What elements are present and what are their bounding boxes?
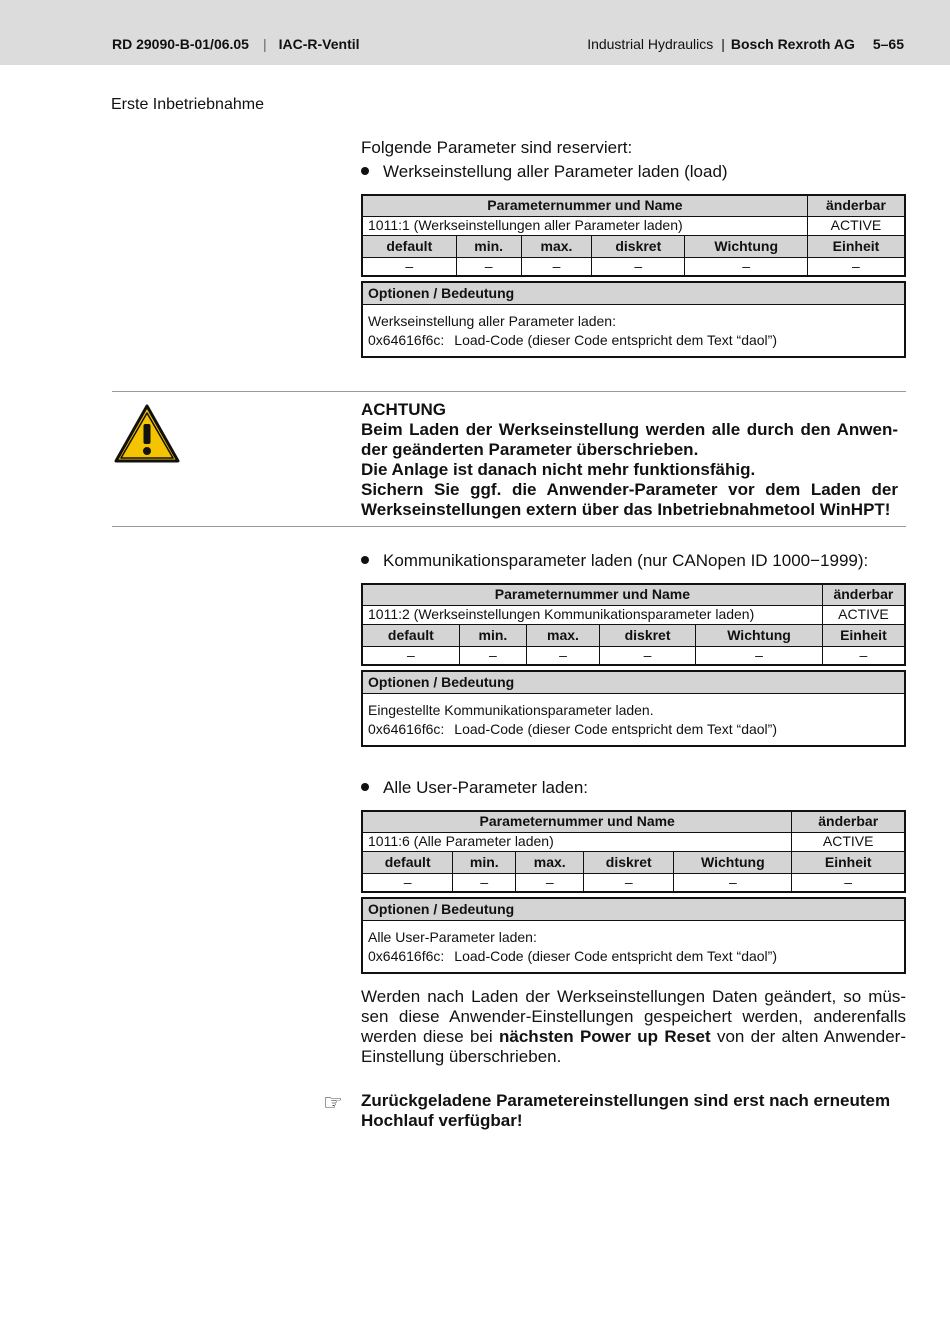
warning-title: ACHTUNG	[361, 400, 446, 419]
load-code-text: Load-Code (dieser Code entspricht dem Text “daol”)	[454, 332, 777, 348]
options-header: Optionen / Bedeutung	[363, 899, 904, 921]
bullet-item	[361, 551, 868, 571]
name-header: Parameternummer und Name	[362, 195, 807, 216]
options-box	[361, 670, 906, 747]
col-header-min: min.	[459, 624, 526, 646]
options-code-line	[368, 720, 899, 739]
bullet-text: Werkseinstellung aller Parameter laden (load)	[383, 162, 728, 181]
options-body	[363, 694, 904, 745]
warning-line: Werkseinstellungen extern über das Inbetriebnahmetool WinHPT!	[361, 500, 891, 519]
changeable-header: änderbar	[807, 195, 905, 216]
col-header-default: default	[362, 624, 459, 646]
col-header-discrete: diskret	[592, 235, 685, 257]
options-box	[361, 281, 906, 358]
value-unit: –	[792, 873, 905, 892]
col-header-max: max.	[527, 624, 600, 646]
intro-text: Folgende Parameter sind reserviert:	[361, 138, 633, 157]
bullet-dot	[361, 167, 369, 175]
options-header: Optionen / Bedeutung	[363, 672, 904, 694]
section-title: Erste Inbetriebnahme	[111, 96, 264, 113]
value-weighting: –	[685, 257, 807, 276]
paragraph-text: von der alten Anwender-Einstellung überschrieben.	[361, 1027, 906, 1066]
value-default: –	[362, 873, 453, 892]
col-header-unit: Einheit	[792, 851, 905, 873]
parameter-table	[361, 583, 906, 666]
divider	[112, 391, 906, 392]
warning-triangle-icon	[113, 403, 181, 465]
warning-line: der geänderten Parameter überschrieben.	[361, 440, 699, 459]
value-discrete: –	[599, 646, 695, 665]
options-code-line	[368, 331, 899, 350]
load-code: 0x64616f6c:	[368, 948, 445, 964]
col-header-unit: Einheit	[822, 624, 905, 646]
body-paragraph	[361, 987, 906, 1067]
changeable-value: ACTIVE	[822, 605, 905, 624]
options-description: Alle User-Parameter laden:	[368, 929, 537, 945]
load-code-text: Load-Code (dieser Code entspricht dem Text “daol”)	[454, 948, 777, 964]
value-weighting: –	[674, 873, 792, 892]
value-min: –	[459, 646, 526, 665]
value-discrete: –	[592, 257, 685, 276]
page-header	[0, 0, 950, 65]
header-separator: |	[721, 36, 725, 52]
options-description: Werkseinstellung aller Parameter laden:	[368, 313, 616, 329]
changeable-value: ACTIVE	[807, 216, 905, 235]
warning-line: Sichern Sie ggf. die Anwender-Parameter vor dem Laden der	[361, 480, 898, 499]
options-body	[363, 305, 904, 356]
note-text: Zurückgeladene Parametereinstellungen sind erst nach erneutem Hochlauf verfügbar!	[361, 1091, 891, 1130]
parameter-table-1	[361, 194, 906, 358]
parameter-table	[361, 810, 906, 893]
parameter-table-2	[361, 583, 906, 747]
value-min: –	[456, 257, 521, 276]
options-description: Eingestellte Kommunikationsparameter laden.	[368, 702, 654, 718]
load-code-text: Load-Code (dieser Code entspricht dem Text “daol”)	[454, 721, 777, 737]
load-code: 0x64616f6c:	[368, 332, 445, 348]
value-default: –	[362, 257, 456, 276]
value-weighting: –	[696, 646, 823, 665]
col-header-weighting: Wichtung	[685, 235, 807, 257]
value-unit: –	[807, 257, 905, 276]
pointing-hand-icon: ☞	[323, 1090, 343, 1115]
value-discrete: –	[584, 873, 674, 892]
options-box	[361, 897, 906, 974]
bullet-text: Kommunikationsparameter laden (nur CANopen ID 1000−1999):	[383, 551, 869, 570]
value-default: –	[362, 646, 459, 665]
changeable-header: änderbar	[792, 811, 905, 832]
value-max: –	[527, 646, 600, 665]
name-header: Parameternummer und Name	[362, 811, 792, 832]
division-name: Industrial Hydraulics	[587, 36, 714, 52]
col-header-discrete: diskret	[584, 851, 674, 873]
bullet-dot	[361, 556, 369, 564]
col-header-discrete: diskret	[599, 624, 695, 646]
col-header-min: min.	[456, 235, 521, 257]
header-separator: |	[262, 36, 267, 52]
parameter-name: 1011:2 (Werkseinstellungen Kommunikationsparameter laden)	[362, 605, 822, 624]
bullet-item	[361, 162, 728, 182]
paragraph-text: Werden nach Laden der Werkseinstellungen Daten geändert, so müs-sen diese Anwender-Einstellungen gespeichert werden, anderenfalls werden diese bei	[361, 987, 906, 1046]
col-header-weighting: Wichtung	[674, 851, 792, 873]
bullet-text: Alle User-Parameter laden:	[383, 778, 589, 797]
header-right	[587, 36, 904, 52]
col-header-unit: Einheit	[807, 235, 905, 257]
product-name: IAC-R-Ventil	[278, 36, 360, 52]
bullet-dot	[361, 783, 369, 791]
page-number: 5–65	[872, 36, 904, 52]
col-header-weighting: Wichtung	[696, 624, 823, 646]
options-code-line	[368, 947, 899, 966]
parameter-name: 1011:1 (Werkseinstellungen aller Parameter laden)	[362, 216, 807, 235]
col-header-max: max.	[521, 235, 591, 257]
col-header-max: max.	[516, 851, 584, 873]
value-min: –	[453, 873, 516, 892]
col-header-min: min.	[453, 851, 516, 873]
col-header-default: default	[362, 235, 456, 257]
load-code: 0x64616f6c:	[368, 721, 445, 737]
warning-line: Beim Laden der Werkseinstellung werden alle durch den Anwen-	[361, 420, 898, 439]
warning-line: Die Anlage ist danach nicht mehr funktionsfähig.	[361, 460, 756, 479]
parameter-name: 1011:6 (Alle Parameter laden)	[362, 832, 792, 851]
name-header: Parameternummer und Name	[362, 584, 822, 605]
options-body	[363, 921, 904, 972]
paragraph-emphasis: nächsten Power up Reset	[499, 1027, 711, 1046]
parameter-table	[361, 194, 906, 277]
doc-number: RD 29090-B-01/06.05	[112, 36, 249, 52]
value-max: –	[516, 873, 584, 892]
value-unit: –	[822, 646, 905, 665]
bullet-item	[361, 778, 588, 798]
header-left	[112, 36, 360, 52]
warning-box	[361, 400, 898, 520]
col-header-default: default	[362, 851, 453, 873]
parameter-table-3	[361, 810, 906, 974]
value-max: –	[521, 257, 591, 276]
changeable-value: ACTIVE	[792, 832, 905, 851]
options-header: Optionen / Bedeutung	[363, 283, 904, 305]
company-name: Bosch Rexroth AG	[730, 36, 855, 52]
changeable-header: änderbar	[822, 584, 905, 605]
divider	[112, 526, 906, 527]
